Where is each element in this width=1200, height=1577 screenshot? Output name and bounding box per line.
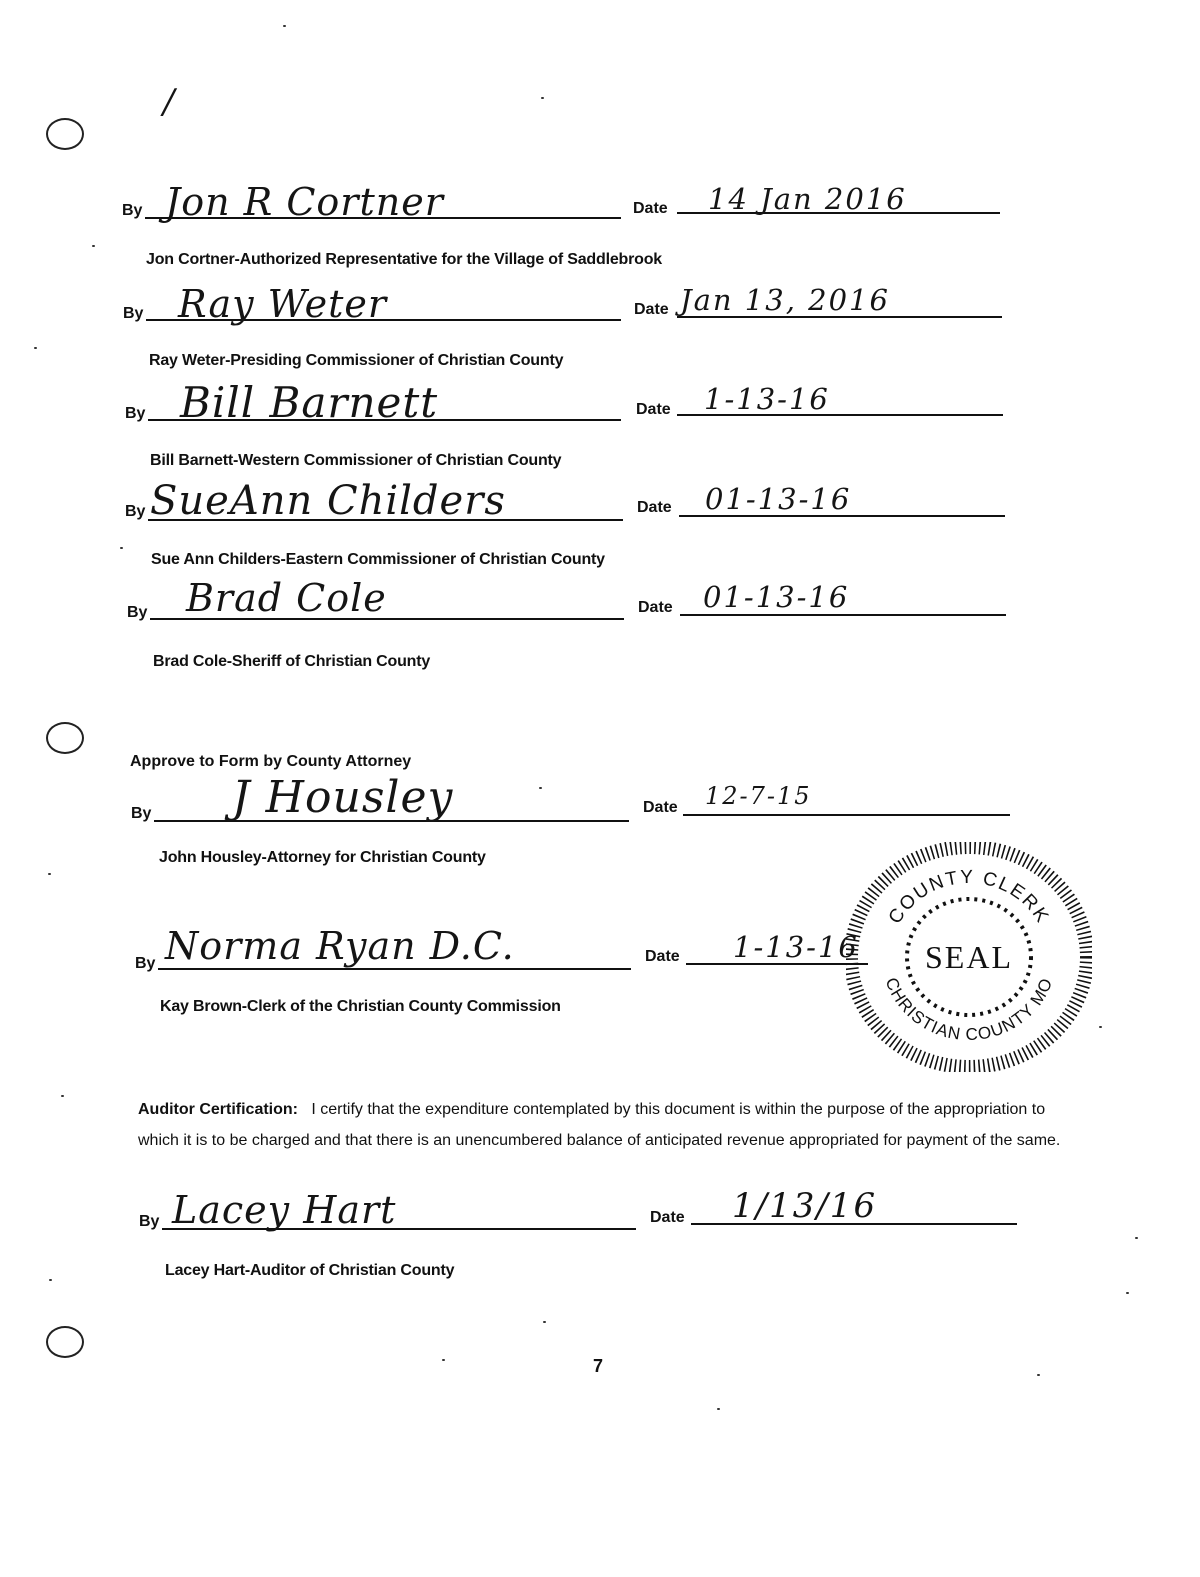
- date-line: [683, 814, 1010, 816]
- auditor-certification-paragraph: [138, 1094, 1073, 1156]
- caption-brown: Kay Brown-Clerk of the Christian County Commission: [160, 998, 561, 1015]
- signature-weter: Ray Weter: [178, 282, 388, 326]
- signature-cortner: Jon R Cortner: [165, 180, 444, 224]
- date-weter: Jan 13, 2016: [680, 283, 890, 317]
- scan-speck: [717, 1408, 720, 1410]
- scan-speck: [49, 1279, 52, 1281]
- date-ryan: 1-13-16: [733, 930, 859, 964]
- date-line: [680, 614, 1006, 616]
- scan-speck: [120, 547, 123, 549]
- by-label: By: [127, 604, 148, 621]
- by-label: By: [125, 503, 146, 520]
- scan-speck: [1037, 1374, 1040, 1376]
- scan-speck: [1126, 1292, 1129, 1294]
- by-label: By: [122, 202, 143, 219]
- signature-ryan: Norma Ryan D.C.: [165, 924, 515, 968]
- by-label: By: [131, 805, 152, 822]
- attorney-heading: Approve to Form by County Attorney: [130, 753, 412, 770]
- auditor-statement: I certify that the expenditure contemplated by this document is within the purpose of the appropriation to which it is to be charged and that there is an unencumbered balance of anticipated revenue appropriated for payment of the same.: [138, 1101, 1061, 1149]
- date-label: Date: [637, 499, 672, 516]
- scan-speck: [1135, 1237, 1138, 1239]
- caption-barnett: Bill Barnett-Western Commissioner of Christian County: [150, 452, 562, 469]
- caption-cole: Brad Cole-Sheriff of Christian County: [153, 653, 431, 670]
- date-childers: 01-13-16: [705, 482, 852, 516]
- scan-speck: [1099, 1026, 1102, 1028]
- handwritten-mark: /: [163, 82, 177, 122]
- scan-speck: [34, 347, 37, 349]
- by-label: By: [135, 955, 156, 972]
- signature-hart: Lacey Hart: [172, 1188, 397, 1232]
- seal-center-text: SEAL: [925, 939, 1013, 975]
- date-label: Date: [650, 1209, 685, 1226]
- date-cortner: 14 Jan 2016: [708, 182, 907, 216]
- punch-hole-top: [46, 118, 84, 150]
- signature-childers: SueAnn Childers: [150, 478, 506, 524]
- seal-top-text: COUNTY CLERK: [884, 866, 1054, 928]
- signature-cole: Brad Cole: [186, 576, 387, 620]
- date-label: Date: [645, 948, 680, 965]
- punch-hole-middle: [46, 722, 84, 754]
- svg-text:CHRISTIAN COUNTY MO: [882, 975, 1057, 1044]
- caption-hart: Lacey Hart-Auditor of Christian County: [165, 1262, 455, 1279]
- county-clerk-seal: [846, 842, 1092, 1072]
- date-label: Date: [636, 401, 671, 418]
- date-barnett: 1-13-16: [704, 382, 830, 416]
- date-hart: 1/13/16: [732, 1186, 878, 1226]
- date-housley: 12-7-15: [705, 782, 812, 810]
- scan-speck: [442, 1359, 445, 1361]
- by-label: By: [123, 305, 144, 322]
- scan-speck: [539, 787, 542, 789]
- punch-hole-bottom: [46, 1326, 84, 1358]
- by-label: By: [125, 405, 146, 422]
- scan-speck: [543, 1321, 546, 1323]
- caption-weter: Ray Weter-Presiding Commissioner of Christian County: [149, 352, 564, 369]
- signature-line: [158, 968, 631, 970]
- auditor-heading: Auditor Certification:: [138, 1101, 298, 1118]
- date-label: Date: [633, 200, 668, 217]
- date-label: Date: [638, 599, 673, 616]
- seal-graphic: [846, 842, 1092, 1072]
- page-number: 7: [593, 1356, 604, 1376]
- seal-bottom-text: CHRISTIAN COUNTY MO: [881, 974, 1057, 1045]
- by-label: By: [139, 1213, 160, 1230]
- scan-speck: [48, 873, 51, 875]
- caption-cortner: Jon Cortner-Authorized Representative for the Village of Saddlebrook: [146, 251, 662, 268]
- date-label: Date: [643, 799, 678, 816]
- signature-barnett: Bill Barnett: [180, 378, 439, 427]
- caption-housley: John Housley-Attorney for Christian County: [159, 849, 486, 866]
- date-cole: 01-13-16: [703, 580, 850, 614]
- scan-speck: [541, 97, 544, 99]
- signature-housley: J Housley: [232, 772, 454, 823]
- scan-speck: [92, 245, 95, 247]
- date-label: Date: [634, 301, 669, 318]
- scan-speck: [61, 1095, 64, 1097]
- scan-speck: [283, 25, 286, 27]
- caption-childers: Sue Ann Childers-Eastern Commissioner of Christian County: [151, 551, 605, 568]
